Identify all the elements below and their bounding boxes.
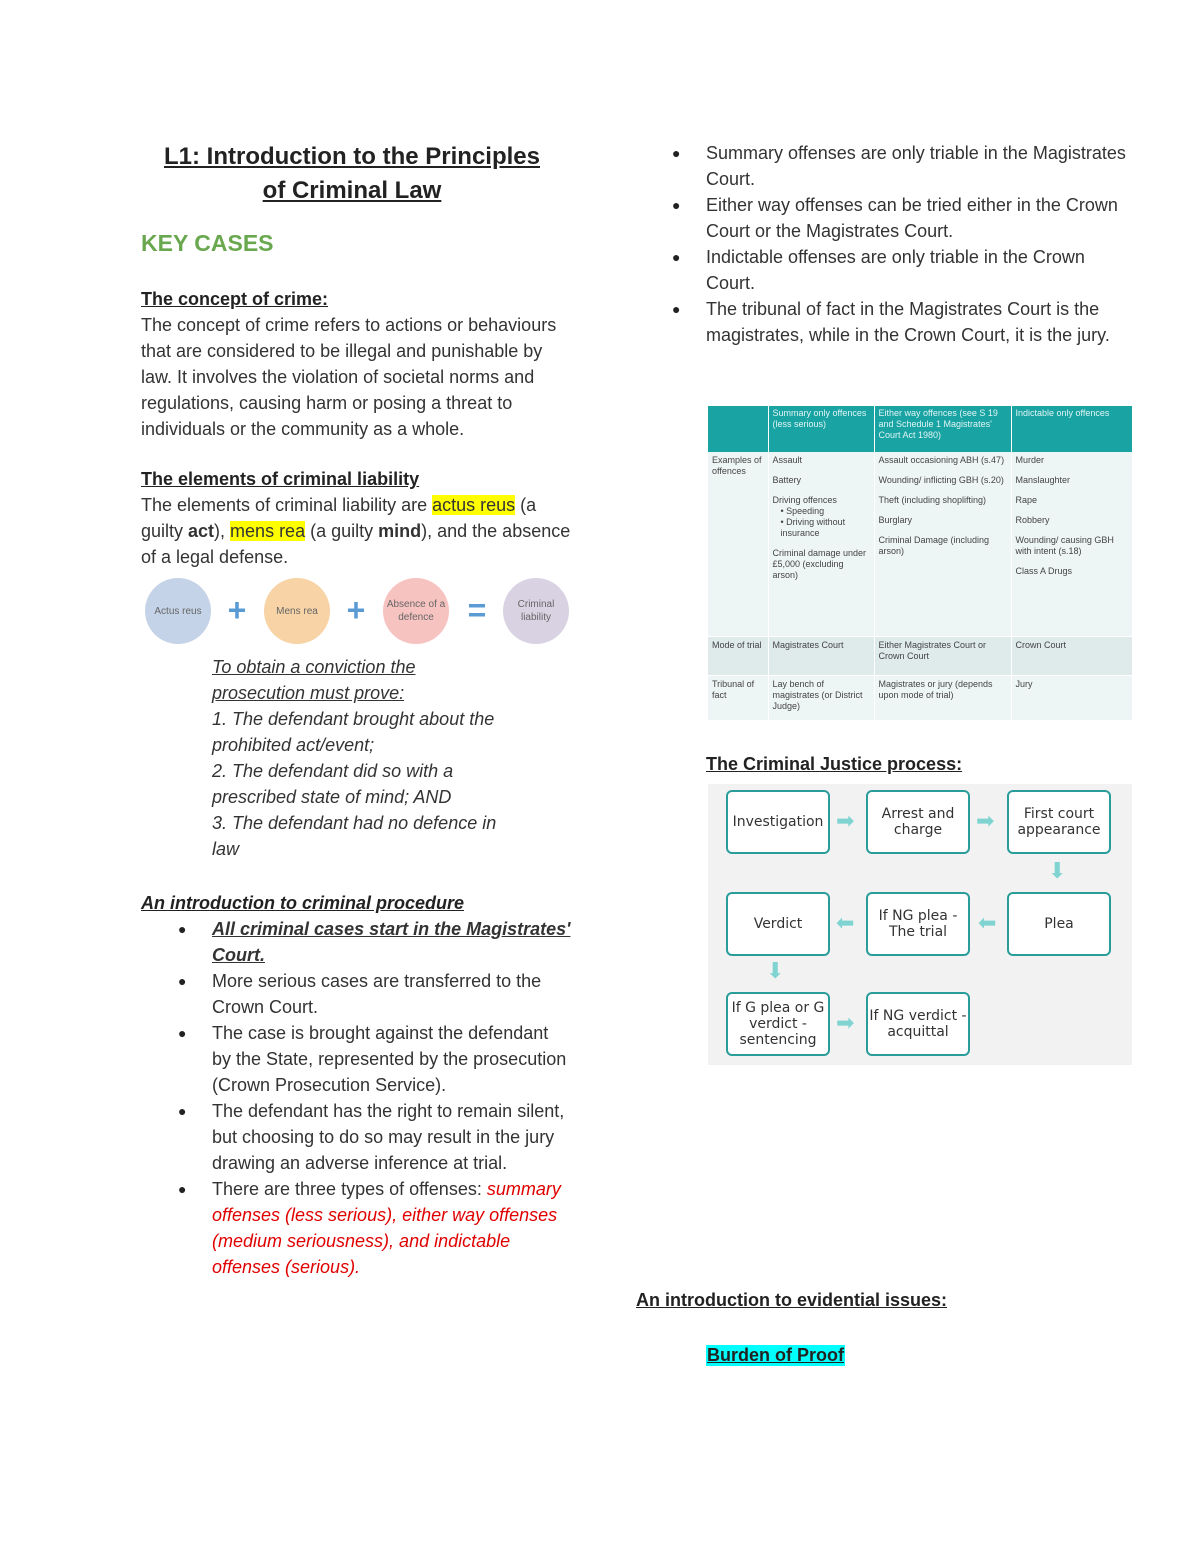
elements-text-part: ), and the absence of a legal defense. (141, 521, 571, 567)
list-item (636, 140, 1136, 192)
concept-text: The concept of crime refers to actions or behaviours that are considered to be illegal and punishable by law. It involves the violation of societal norms and regulations, causing harm or posing a threat to individuals or the community as a whole. (141, 315, 557, 439)
list-item (141, 1176, 571, 1280)
list-item (141, 916, 571, 968)
page-title (141, 140, 571, 208)
cell-line: Rape (1015, 495, 1038, 505)
elements-text (141, 492, 571, 570)
list-item (636, 296, 1136, 348)
cell-line: Criminal Damage (including arson) (878, 535, 990, 556)
flow-box-sentencing: If G plea or G verdict - sentencing (726, 992, 830, 1056)
flow-box-first-appearance: First court appearance (1007, 790, 1111, 854)
bullet-icon: ● (178, 1025, 187, 1041)
flow-box-plea: Plea (1007, 892, 1111, 956)
conviction-point-3: 3. The defendant had no defence in law (212, 813, 497, 859)
arrow-right-icon: ➡ (976, 808, 995, 833)
table-cell: Tribunal of fact (708, 676, 768, 721)
cell-line: Robbery (1015, 515, 1050, 525)
cell-line: Theft (including shoplifting) (878, 495, 987, 505)
cell-line: Wounding/ causing GBH with intent (s.18) (1015, 535, 1114, 556)
table-cell: Crown Court (1011, 637, 1132, 676)
arrow-left-icon: ⬅ (978, 910, 997, 935)
list-item (141, 968, 571, 1020)
concept-heading: The concept of crime: (141, 289, 329, 309)
list-item-text: Indictable offenses are only triable in the Crown Court. (706, 247, 1085, 293)
list-item-text: Either way offenses can be tried either in the Crown Court or the Magistrates Court. (706, 195, 1118, 241)
cell-line: Murder (1015, 455, 1045, 465)
bullet-icon: ● (672, 197, 681, 213)
table-row (708, 452, 1132, 637)
table-cell: Magistrates or jury (depends upon mode of trial) (874, 676, 1011, 721)
offense-triability-list (636, 140, 1136, 348)
cell-line: Class A Drugs (1015, 566, 1073, 576)
arrow-left-icon: ⬅ (836, 910, 855, 935)
arrow-right-icon: ➡ (836, 1010, 855, 1035)
plus-sign: + (227, 592, 247, 628)
title-line-2: of Criminal Law (262, 177, 442, 204)
flow-box-investigation: Investigation (726, 790, 830, 854)
bold-mind: mind (378, 521, 422, 541)
list-item (636, 192, 1136, 244)
flow-box-trial: If NG plea - The trial (866, 892, 970, 956)
arrow-down-icon: ⬇ (766, 958, 785, 983)
elements-text-part: The elements of criminal liability are (141, 495, 433, 515)
bullet-icon: ● (672, 145, 681, 161)
conviction-requirements (212, 654, 512, 862)
cell-subline: • Driving without insurance (780, 517, 846, 538)
arrow-right-icon: ➡ (836, 808, 855, 833)
criminal-justice-heading: The Criminal Justice process: (706, 754, 963, 774)
highlight-mens-rea: mens rea (230, 521, 306, 541)
table-cell (768, 452, 874, 637)
plus-sign: + (346, 592, 366, 628)
table-cell (874, 452, 1011, 637)
table-cell: Examples of offences (708, 452, 768, 637)
liability-equation-diagram (143, 578, 571, 648)
cell-line: Driving offences (772, 495, 837, 505)
cell-line: Manslaughter (1015, 475, 1071, 485)
criminal-justice-flowchart (708, 784, 1132, 1065)
list-item-text: The tribunal of fact in the Magistrates Court is the magistrates, while in the Crown Court, it is the jury. (706, 299, 1110, 345)
bullet-icon: ● (178, 1103, 187, 1119)
table-cell (1011, 452, 1132, 637)
absence-of-defence-circle: Absence of a defence (383, 578, 449, 644)
evidential-issues-heading: An introduction to evidential issues: (636, 1290, 948, 1310)
conviction-intro: To obtain a conviction the prosecution must prove: (212, 657, 416, 703)
arrow-down-icon: ⬇ (1048, 858, 1067, 883)
table-header-row (708, 406, 1132, 452)
table-header-cell (708, 406, 768, 452)
elements-heading: The elements of criminal liability (141, 469, 420, 489)
elements-text-part: (a guilty (141, 495, 537, 541)
left-column (141, 140, 571, 1280)
table-row (708, 676, 1132, 721)
offences-table (708, 406, 1133, 721)
mens-rea-circle: Mens rea (264, 578, 330, 644)
cell-line: Assault occasioning ABH (s.47) (878, 455, 1005, 465)
list-item (636, 244, 1136, 296)
criminal-liability-circle: Criminal liability (503, 578, 569, 644)
offense-types-text: summary offenses (less serious), either way offenses (medium seriousness), and indictable offenses (serious). (212, 1179, 561, 1277)
flow-box-arrest: Arrest and charge (866, 790, 970, 854)
cell-line: Criminal damage under £5,000 (excluding arson) (772, 548, 867, 580)
table-cell: Jury (1011, 676, 1132, 721)
table-cell: Either Magistrates Court or Crown Court (874, 637, 1011, 676)
title-line-1: L1: Introduction to the Principles (163, 143, 540, 170)
bullet-icon: ● (178, 973, 187, 989)
highlight-actus-reus: actus reus (432, 495, 516, 515)
equals-sign: = (467, 592, 487, 628)
table-cell: Mode of trial (708, 637, 768, 676)
bullet-icon: ● (178, 1181, 187, 1197)
conviction-point-2: 2. The defendant did so with a prescribed state of mind; AND (212, 761, 454, 807)
cell-line: Burglary (878, 515, 913, 525)
cell-line: Battery (772, 475, 802, 485)
list-item-text: All criminal cases start in the Magistrates' Court. (212, 919, 571, 965)
bold-act: act (188, 521, 215, 541)
elements-text-part: (a guilty (305, 521, 379, 541)
procedure-list (141, 916, 571, 1280)
list-item-text: More serious cases are transferred to the Crown Court. (212, 971, 542, 1017)
flow-box-acquittal: If NG verdict - acquittal (866, 992, 970, 1056)
actus-reus-circle: Actus reus (145, 578, 211, 644)
cell-line: Assault (772, 455, 803, 465)
burden-of-proof-heading: Burden of Proof (707, 1345, 844, 1365)
bullet-icon: ● (178, 921, 187, 937)
conviction-point-1: 1. The defendant brought about the prohibited act/event; (212, 709, 495, 755)
list-item (141, 1098, 571, 1176)
list-item-text: The defendant has the right to remain silent, but choosing to do so may result in the jury drawing an adverse inference at trial. (212, 1101, 565, 1173)
bullet-icon: ● (672, 301, 681, 317)
table-cell: Magistrates Court (768, 637, 874, 676)
cell-line: Wounding/ inflicting GBH (s.20) (878, 475, 1004, 485)
table-row (708, 637, 1132, 676)
list-item-text: The case is brought against the defendant by the State, represented by the prosecution (Crown Prosecution Service). (212, 1023, 567, 1095)
list-item (141, 1020, 571, 1098)
procedure-heading: An introduction to criminal procedure (141, 893, 465, 913)
right-column (636, 140, 1136, 1365)
cell-subline: • Speeding (780, 506, 825, 516)
table-header-cell: Either way offences (see S 19 and Schedule 1 Magistrates' Court Act 1980) (874, 406, 1011, 452)
bullet-icon: ● (672, 249, 681, 265)
table-header-cell: Indictable only offences (1011, 406, 1132, 452)
elements-text-part: ), (214, 521, 231, 541)
key-cases-heading: KEY CASES (141, 230, 274, 256)
list-item-text: Summary offenses are only triable in the Magistrates Court. (706, 143, 1126, 189)
list-item-text: There are three types of offenses: (212, 1179, 487, 1199)
table-cell: Lay bench of magistrates (or District Judge) (768, 676, 874, 721)
flow-box-verdict: Verdict (726, 892, 830, 956)
table-header-cell: Summary only offences (less serious) (768, 406, 874, 452)
